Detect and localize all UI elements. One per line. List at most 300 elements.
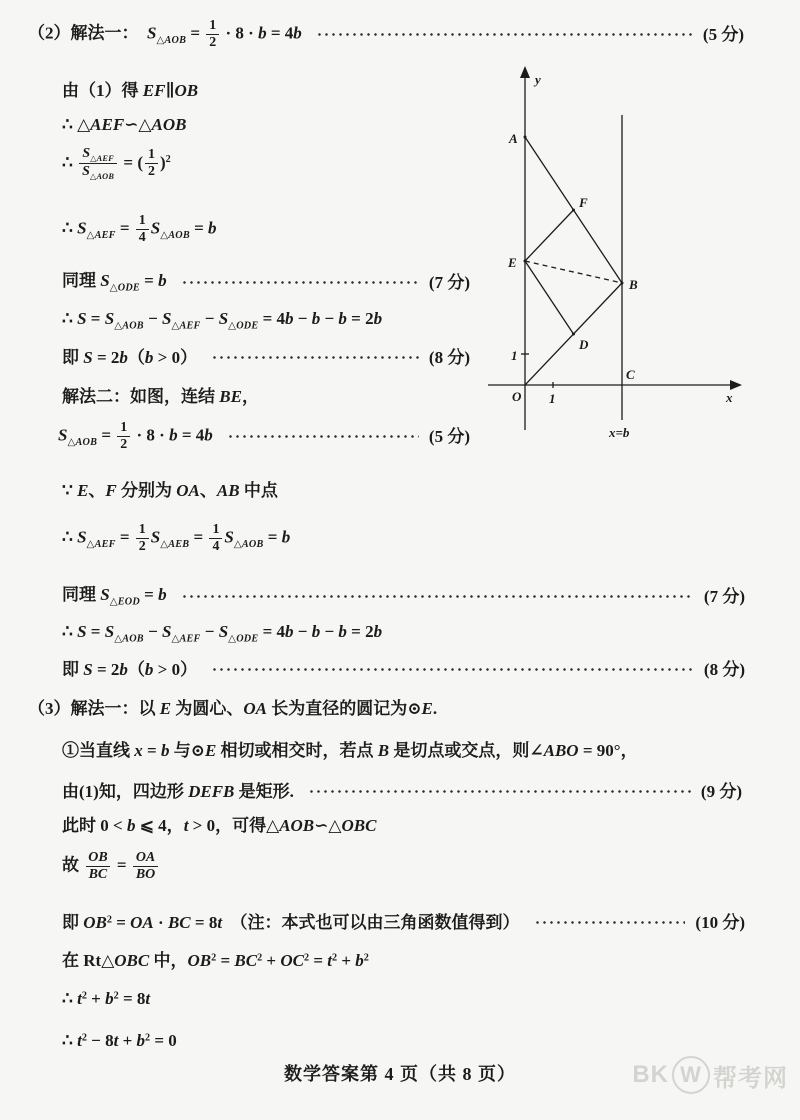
formula-it: S	[58, 425, 68, 445]
solution-line	[62, 815, 747, 836]
formula-sp: 2	[363, 952, 369, 964]
formula-den	[206, 34, 219, 51]
score-badge: (5 分)	[702, 24, 744, 44]
formula-segments	[62, 781, 294, 802]
formula-tx: =	[112, 855, 131, 875]
formula-fraction	[133, 850, 158, 883]
formula-it: S	[104, 622, 115, 641]
segment-ED	[525, 261, 574, 334]
formula-tx: −	[320, 309, 339, 328]
solution-line	[62, 850, 747, 883]
formula-tx: 分别为	[116, 481, 177, 500]
formula-tx: ·	[153, 913, 168, 932]
formula-tx: 是矩形.	[234, 782, 294, 801]
formula-tx: +	[337, 951, 356, 970]
formula-it: S	[147, 23, 157, 43]
formula-tx: .	[432, 699, 438, 718]
x-axis-arrow-icon	[730, 380, 742, 390]
formula-tx: 在 Rt△	[62, 951, 115, 970]
formula-tx: > 0，可得△	[188, 816, 280, 835]
formula-tx: 此时 0 <	[62, 816, 127, 835]
formula-segments	[62, 480, 278, 501]
formula-tx: 中点	[239, 481, 278, 500]
formula-segments	[62, 347, 197, 368]
formula-tx: 相切或相交时，若点	[216, 741, 378, 760]
solution-line	[62, 386, 472, 407]
formula-tx: ∴	[62, 309, 78, 328]
formula-tx: = (	[119, 152, 143, 172]
formula-tx: 中，	[149, 951, 188, 970]
score-badge: (5 分)	[428, 426, 470, 446]
formula-segments	[62, 522, 290, 555]
formula-it: b	[144, 660, 154, 679]
formula-tx: 故	[62, 855, 84, 875]
dot-leader	[211, 355, 419, 360]
formula-it: BC	[234, 951, 258, 970]
point-E	[524, 260, 527, 263]
watermark-prefix: BK	[632, 1061, 669, 1088]
formula-tx: 1	[138, 213, 146, 228]
formula-it: OA	[135, 850, 156, 865]
formula-tx: （2）解法一：	[28, 23, 147, 43]
solution-line	[62, 584, 745, 609]
formula-tx: 1	[120, 420, 128, 435]
formula-sb: △AEF	[171, 633, 201, 645]
formula-tx: =	[86, 622, 105, 641]
formula-it: AOB	[279, 816, 315, 835]
formula-tx: 即	[62, 913, 84, 932]
formula-tx: ∴ △	[62, 115, 91, 134]
segment-EF	[525, 210, 574, 261]
watermark-suffix: 帮考网	[713, 1064, 788, 1092]
formula-it: S	[224, 527, 234, 547]
formula-tx: > 0）	[153, 660, 198, 679]
score-badge: (8 分)	[428, 348, 470, 367]
formula-tx: 2	[138, 539, 146, 555]
formula-tx: 1	[212, 522, 220, 537]
formula-tx: = 8	[190, 913, 218, 932]
formula-sb: △AEF	[90, 153, 114, 163]
formula-segments	[62, 270, 167, 295]
formula-segments	[62, 584, 167, 609]
formula-it: F	[105, 481, 117, 500]
formula-segments	[62, 815, 376, 836]
formula-sb: △AEF	[171, 320, 201, 332]
solution-line	[62, 347, 470, 368]
formula-tx: · 8 ·	[221, 23, 259, 43]
formula-it: E	[77, 481, 89, 500]
dot-leader	[308, 789, 691, 794]
formula-tx: ∽△	[314, 816, 342, 835]
formula-tx: 2	[120, 437, 128, 453]
formula-tx: ∴	[62, 218, 78, 238]
formula-fraction	[206, 18, 219, 51]
solution-line	[62, 480, 747, 501]
formula-it: S	[150, 218, 161, 238]
formula-num	[145, 147, 158, 163]
formula-it: S	[150, 527, 161, 547]
formula-sb: △AEF	[86, 230, 116, 241]
label-y: y	[535, 72, 541, 87]
formula-it: OA	[243, 699, 267, 718]
formula-segments	[62, 80, 198, 101]
formula-tx: =	[115, 218, 134, 238]
formula-sb: △EOD	[109, 596, 140, 608]
formula-it: S	[82, 146, 91, 161]
formula-it: t	[77, 989, 82, 1008]
formula-segments	[62, 912, 520, 933]
formula-it: b	[158, 271, 167, 290]
solution-line	[62, 781, 742, 802]
label-F: F	[579, 195, 588, 210]
score-badge: (7 分)	[703, 587, 745, 607]
formula-it: S	[162, 309, 172, 328]
dot-leader	[181, 594, 694, 599]
solution-line	[62, 80, 472, 101]
formula-it: S	[77, 309, 87, 328]
label-O: O	[512, 389, 522, 404]
formula-sb: △AOB	[67, 437, 98, 448]
label-C: C	[626, 367, 635, 382]
formula-it: b	[355, 951, 364, 970]
watermark-w-circle-icon: W	[672, 1056, 710, 1094]
solution-line	[62, 270, 470, 295]
formula-tx: 1	[148, 147, 155, 163]
formula-fraction	[136, 213, 149, 246]
formula-den	[136, 229, 149, 246]
solution-line	[58, 420, 470, 453]
formula-tx: （3）解法一：以	[28, 699, 160, 718]
geometry-figure	[478, 58, 758, 448]
formula-segments	[62, 146, 171, 182]
formula-it: S	[77, 218, 87, 238]
formula-it: S	[83, 660, 93, 679]
point-B	[621, 282, 624, 285]
formula-tx: 由(1)知，四边形	[62, 782, 189, 801]
formula-it: b	[105, 989, 114, 1008]
formula-tx: =	[139, 271, 159, 290]
formula-tx: = 4	[266, 23, 294, 43]
formula-tx: 解法二：如图，连结	[62, 387, 220, 406]
formula-tx: 长为直径的圆记为⊙	[266, 699, 422, 718]
formula-tx: ∵	[62, 481, 78, 500]
formula-fraction	[85, 850, 110, 883]
formula-tx: +	[262, 951, 281, 970]
formula-segments	[28, 18, 302, 51]
formula-sb: △AOB	[233, 539, 264, 550]
formula-tx: =	[309, 951, 328, 970]
formula-it: b	[311, 309, 321, 328]
formula-sp: 2	[211, 952, 217, 964]
formula-sb: △AOB	[160, 230, 190, 241]
formula-it: OB	[88, 850, 108, 865]
formula-tx: =	[189, 527, 208, 547]
formula-tx: > 0）	[153, 348, 198, 367]
formula-sb: △AOB	[89, 172, 115, 182]
formula-tx: 2	[148, 164, 155, 180]
formula-it: ABO	[543, 741, 579, 760]
formula-tx: ∴	[62, 152, 78, 172]
formula-it: OB	[174, 81, 199, 100]
formula-segments	[62, 213, 217, 246]
formula-it: b	[373, 622, 383, 641]
score-badge: (7 分)	[428, 273, 470, 293]
formula-it: OC	[280, 951, 304, 970]
formula-it: t	[327, 951, 332, 970]
solution-line	[62, 146, 472, 182]
formula-tx: 1	[209, 18, 217, 33]
label-E: E	[508, 255, 517, 270]
formula-it: S	[218, 309, 229, 328]
solution-line	[62, 950, 747, 971]
formula-den	[209, 538, 222, 555]
formula-tx: ∽△	[124, 115, 152, 134]
formula-segments	[62, 740, 638, 761]
formula-it: AEF	[90, 115, 125, 134]
formula-tx: = 2	[346, 309, 374, 328]
formula-tx: 同理	[62, 585, 101, 604]
formula-sp: 2	[332, 952, 338, 964]
formula-it: BC	[88, 867, 108, 883]
formula-it: S	[100, 271, 110, 290]
formula-num	[79, 146, 117, 163]
dot-leader	[181, 280, 419, 285]
formula-it: b	[338, 622, 347, 641]
watermark-logo	[632, 1056, 788, 1094]
formula-tx: （注：本式也可以由三角函数值得到）	[222, 913, 520, 932]
formula-tx: = 8	[118, 989, 146, 1008]
label-D: D	[579, 337, 589, 352]
formula-tx: −	[293, 309, 312, 328]
label-x: x	[726, 390, 733, 405]
formula-tx: （	[127, 348, 145, 367]
formula-it: BO	[135, 867, 156, 883]
formula-segments	[28, 698, 437, 719]
formula-num	[117, 420, 130, 436]
formula-num	[209, 522, 222, 538]
formula-sp: 2	[303, 952, 310, 964]
solution-line	[62, 1030, 747, 1051]
formula-tx: = 2	[92, 348, 120, 367]
formula-den	[86, 866, 111, 883]
formula-tx: −	[143, 309, 162, 328]
formula-tx: −	[320, 622, 339, 641]
formula-it: b	[338, 309, 347, 328]
formula-it: b	[311, 622, 321, 641]
solution-line	[28, 698, 744, 719]
page-footer: 数学答案第 4 页（共 8 页）	[284, 1064, 516, 1084]
y-axis-arrow-icon	[520, 66, 530, 78]
formula-it: DEFB	[188, 782, 235, 801]
formula-it: b	[169, 425, 178, 445]
formula-tx: ，	[241, 387, 259, 406]
formula-it: S	[104, 309, 115, 328]
solution-line	[28, 18, 744, 51]
formula-sb: △ODE	[228, 320, 259, 332]
formula-sb: △AOB	[156, 35, 187, 46]
formula-tx: 2	[209, 35, 217, 51]
formula-it: OB	[187, 951, 212, 970]
solution-line	[62, 740, 747, 761]
formula-it: x	[134, 741, 143, 760]
label-A: A	[509, 131, 518, 146]
formula-tx: −	[200, 622, 219, 641]
formula-it: b	[208, 218, 217, 238]
formula-it: b	[281, 527, 291, 547]
formula-it: b	[160, 741, 170, 760]
formula-tx: +	[86, 989, 106, 1008]
formula-tx: =	[111, 913, 131, 932]
formula-it: OA	[176, 481, 200, 500]
formula-it: b	[373, 309, 383, 328]
formula-it: AOB	[151, 115, 187, 134]
formula-den	[133, 866, 158, 883]
formula-it: b	[293, 23, 302, 43]
formula-tx: 、	[88, 481, 106, 500]
formula-segments	[62, 659, 197, 680]
formula-fraction	[117, 420, 130, 453]
formula-den	[136, 538, 149, 555]
formula-tx: = 0	[150, 1031, 177, 1050]
formula-it: b	[285, 309, 294, 328]
formula-tx: = 4	[177, 425, 205, 445]
formula-tx: =	[97, 425, 116, 445]
formula-it: B	[377, 741, 390, 760]
point-F	[572, 209, 575, 212]
formula-tx: = 2	[346, 622, 374, 641]
score-badge: (9 分)	[700, 782, 742, 801]
formula-it: b	[144, 348, 154, 367]
formula-segments	[62, 386, 259, 407]
formula-sp: 2	[81, 1032, 87, 1044]
formula-it: b	[204, 425, 213, 445]
formula-tx: ①当直线	[62, 741, 135, 760]
formula-tx: =	[139, 585, 159, 604]
formula-it: b	[285, 622, 294, 641]
score-badge: (10 分)	[695, 913, 745, 932]
formula-sb: △AOB	[114, 633, 144, 645]
formula-segments	[62, 308, 382, 333]
formula-segments	[62, 1030, 177, 1051]
formula-tx: （	[127, 660, 145, 679]
formula-it: OBC	[114, 951, 150, 970]
formula-it: b	[119, 348, 128, 367]
formula-segments	[62, 988, 150, 1009]
formula-fraction	[136, 522, 149, 555]
formula-segments	[62, 850, 160, 883]
formula-tx: 1	[138, 522, 146, 537]
formula-tx: 为圆心、	[171, 699, 244, 718]
formula-it: E	[204, 741, 217, 760]
formula-tx: − 8	[86, 1031, 114, 1050]
formula-num	[136, 213, 149, 229]
label-1: 1	[549, 391, 556, 406]
formula-den	[79, 163, 117, 181]
point-D	[572, 333, 575, 336]
formula-tx: +	[118, 1031, 137, 1050]
formula-tx: 4	[138, 230, 146, 246]
formula-tx: ∴	[62, 989, 78, 1008]
formula-sp: 2	[165, 154, 171, 166]
formula-segments	[62, 621, 382, 646]
formula-tx: · 8 ·	[132, 425, 170, 445]
formula-it: S	[100, 585, 110, 604]
point-A	[524, 136, 527, 139]
formula-num	[206, 18, 219, 34]
solution-line	[62, 912, 745, 933]
formula-den	[145, 163, 158, 180]
formula-it: S	[218, 622, 229, 641]
formula-tx: )	[159, 152, 166, 172]
formula-num	[133, 850, 158, 866]
formula-tx: =	[115, 527, 134, 547]
formula-it: BE	[219, 387, 242, 406]
formula-tx: =	[142, 741, 161, 760]
dot-leader	[211, 667, 694, 672]
formula-it: E	[159, 699, 172, 718]
formula-sp: 2	[257, 952, 263, 964]
formula-tx: 、	[199, 481, 217, 500]
formula-it: OA	[130, 913, 154, 932]
formula-sp: 2	[113, 990, 119, 1002]
formula-tx: ∴	[62, 527, 78, 547]
formula-it: OB	[83, 913, 107, 932]
formula-tx: ∴	[62, 622, 78, 641]
formula-tx: −	[200, 309, 219, 328]
solution-line	[62, 308, 472, 333]
formula-tx: 即	[62, 660, 84, 679]
formula-tx: ∴	[62, 1031, 78, 1050]
formula-tx: −	[293, 622, 312, 641]
formula-tx: =	[263, 527, 282, 547]
formula-num	[85, 850, 110, 866]
formula-it: b	[136, 1031, 146, 1050]
formula-it: t	[113, 1031, 119, 1050]
solution-line	[62, 659, 745, 680]
solution-line	[62, 213, 472, 246]
formula-segments	[58, 420, 213, 453]
formula-tx: = 4	[258, 309, 286, 328]
formula-it: AB	[216, 481, 240, 500]
formula-sb: △ODE	[228, 633, 259, 645]
formula-tx: =	[186, 23, 205, 43]
formula-fraction	[79, 146, 117, 182]
solution-line	[62, 621, 747, 646]
formula-it: t	[183, 816, 189, 835]
formula-tx: ⩽ 4，	[135, 816, 184, 835]
formula-fraction	[145, 147, 158, 180]
formula-segments	[62, 950, 369, 971]
formula-tx: −	[143, 622, 162, 641]
solution-line	[62, 114, 472, 135]
formula-tx: ∥	[165, 81, 175, 100]
formula-tx: =	[189, 218, 209, 238]
formula-den	[117, 436, 130, 453]
formula-it: S	[83, 348, 93, 367]
formula-sp: 2	[106, 914, 112, 926]
score-badge: (8 分)	[703, 660, 745, 679]
formula-tx: =	[86, 309, 105, 328]
formula-sb: △AOB	[114, 320, 144, 332]
label-B: B	[629, 277, 638, 292]
formula-segments	[62, 114, 186, 135]
dot-leader	[227, 434, 419, 439]
segment-EB	[525, 261, 622, 283]
formula-sp: 2	[145, 1032, 151, 1044]
dot-leader	[534, 920, 686, 925]
solution-line	[62, 988, 747, 1009]
formula-it: t	[145, 989, 151, 1008]
